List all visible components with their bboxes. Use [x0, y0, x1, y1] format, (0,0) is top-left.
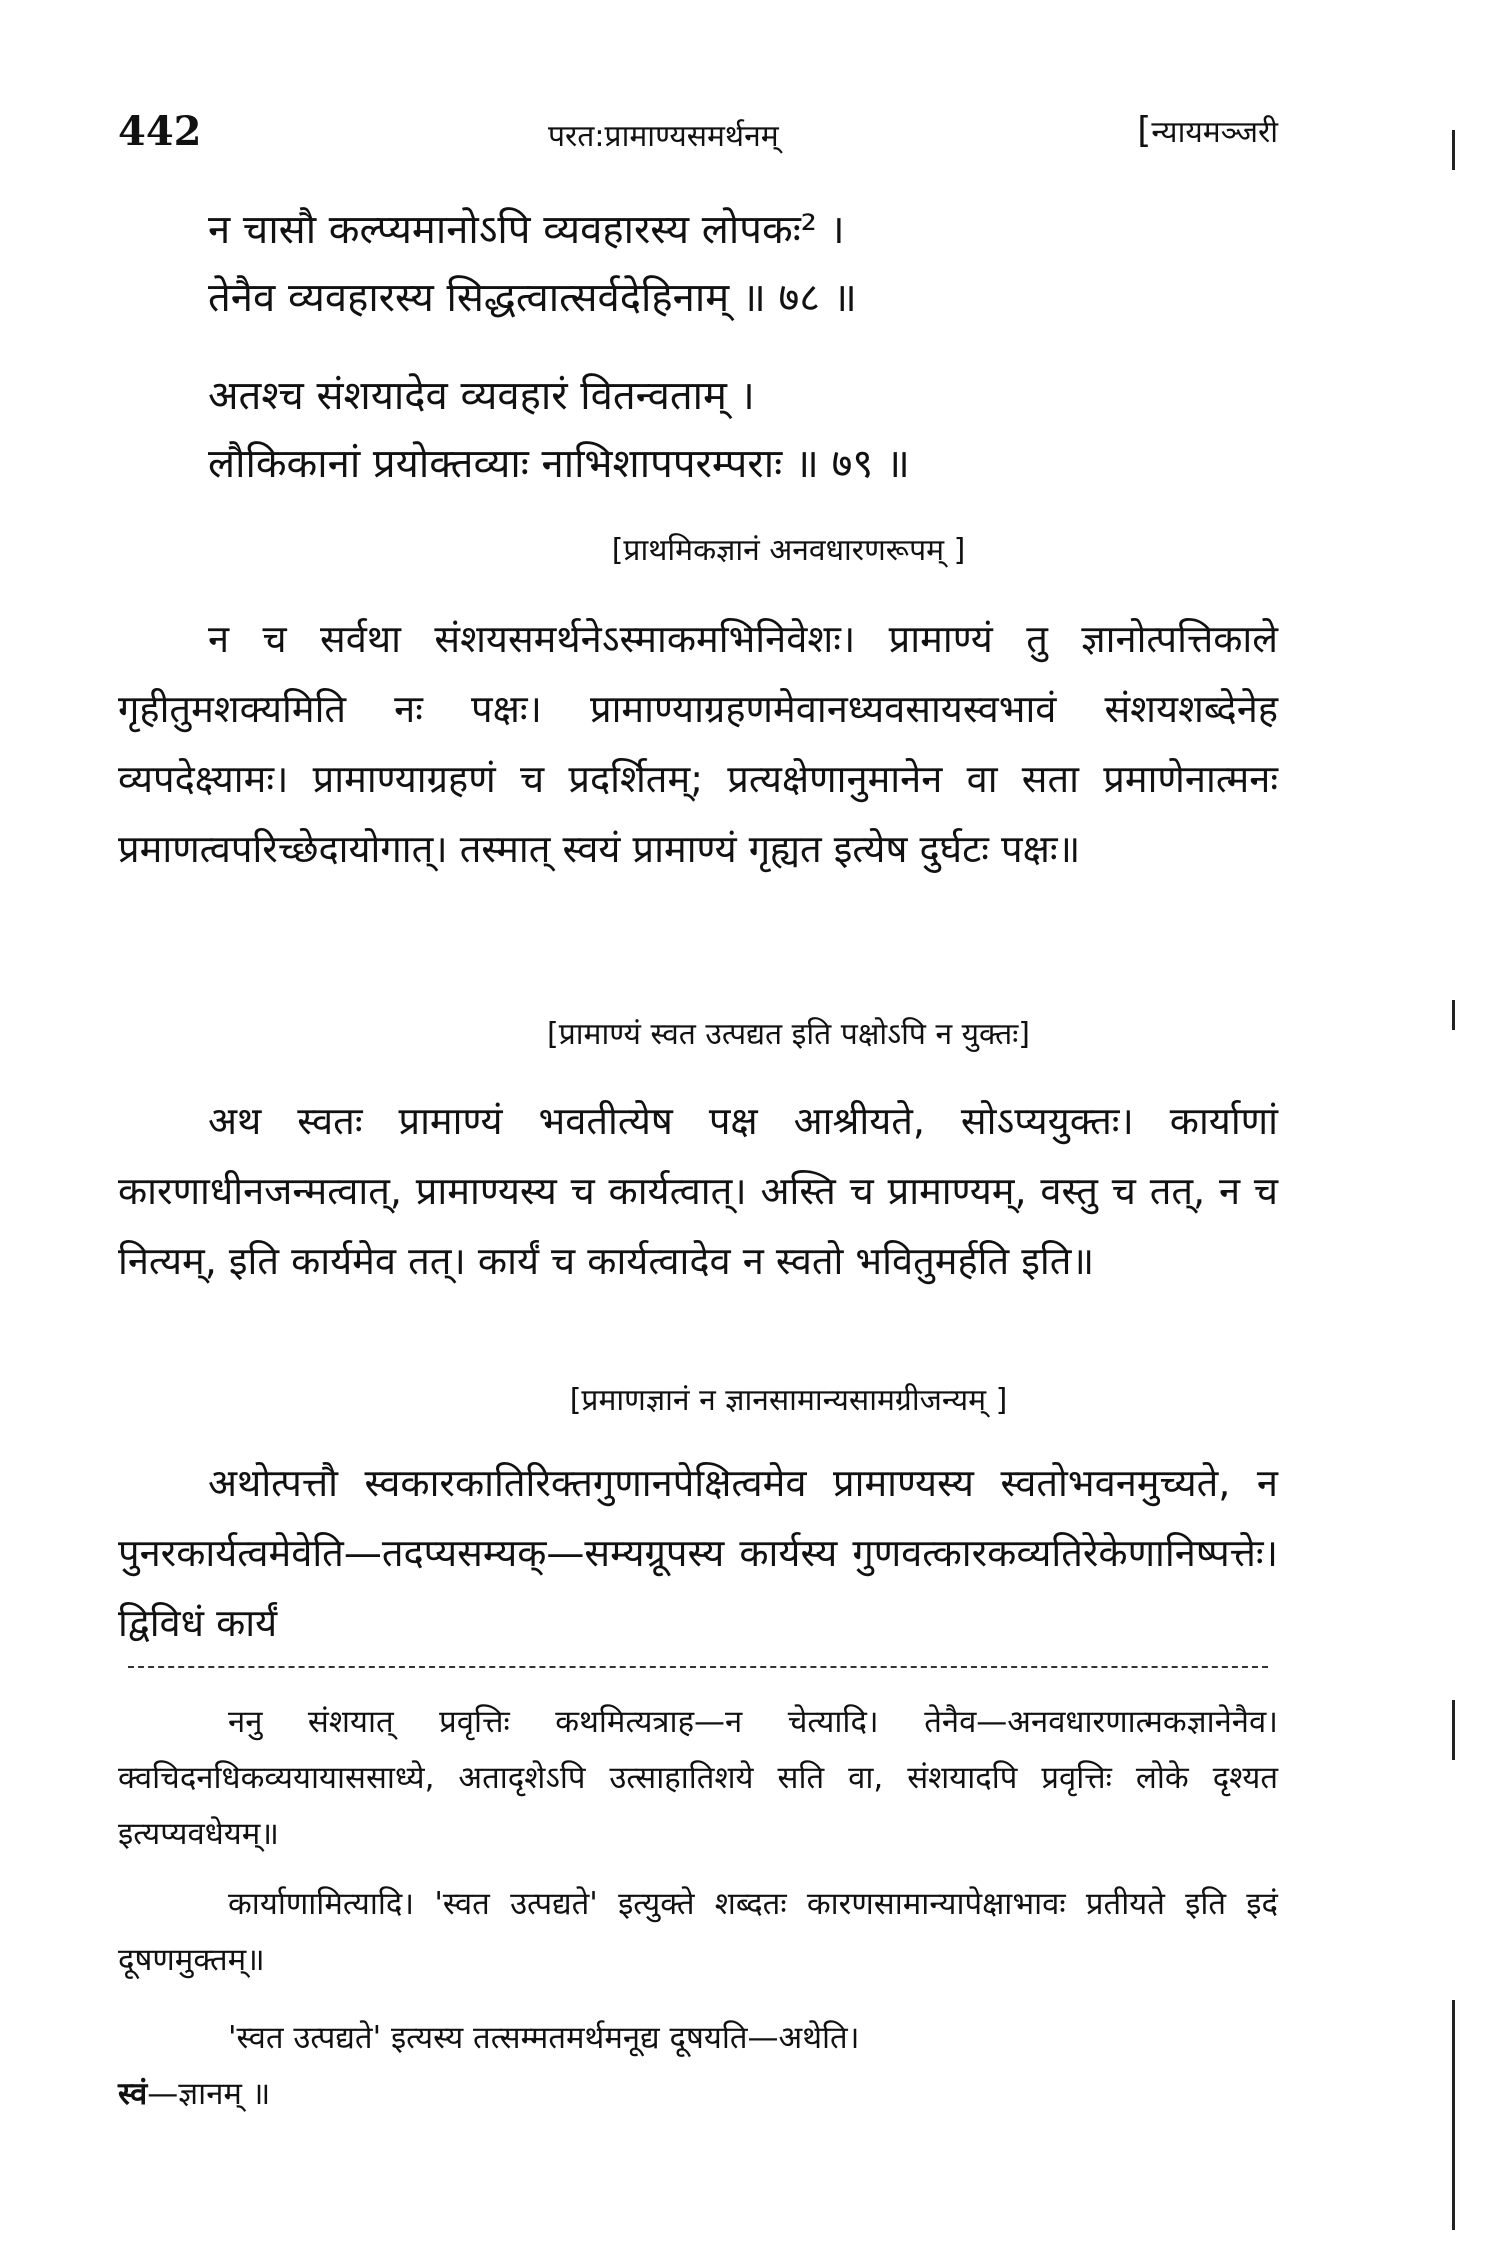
section-paragraph: अथ स्वतः प्रामाण्यं भवतीत्येष पक्ष आश्रीयते, सोऽप्ययुक्तः। कार्याणां कारणाधीनजन्मत्वात्, प्रामाण्यस्य च कार्यत्वात्। अस्ति च प्रामाण्यम्, वस्तु च तत्, न च नित्यम्, इति कार्यमेव तत्। कार्यं च कार्यत्वादेव न स्वतो भवितुमर्हति इति॥	[118, 1099, 1278, 1283]
commentary-note-text: 'स्वत उत्पद्यते' इत्यस्य तत्सम्मतमर्थमनूद्य दूषयति—अथेति।	[228, 2020, 860, 2056]
scan-edge-mark	[1452, 1000, 1455, 1030]
scan-edge-mark	[1452, 2000, 1455, 2230]
verse-line: न चासौ कल्प्यमानोऽपि व्यवहारस्य लोपकः² ।	[208, 207, 845, 253]
commentary-note	[118, 2010, 1278, 2122]
verse-78	[208, 196, 857, 332]
section-heading: [प्रमाणज्ञानं न ज्ञानसामान्यसामग्रीजन्यम् ]	[569, 1383, 1008, 1418]
section-heading: [प्राथमिकज्ञानं अनवधारणरूपम् ]	[611, 533, 966, 568]
section-paragraph: अथोत्पत्तौ स्वकारकातिरिक्तगुणानपेक्षित्वमेव प्रामाण्यस्य स्वतोभवनमुच्यते, न पुनरकार्यत्वमेवेति—तदप्यसम्यक्—सम्यग्रूपस्य कार्यस्य गुणवत्कारकव्यतिरेकेणानिष्पत्तेः। द्विविधं कार्यं	[118, 1461, 1278, 1645]
verse-line: अतश्च संशयादेव व्यवहारं वितन्वताम् ।	[208, 373, 755, 419]
footnote-divider	[128, 1666, 1268, 1668]
verse-line: लौकिकानां प्रयोक्तव्याः नाभिशापपरम्पराः ॥ ७९ ॥	[208, 441, 910, 487]
page-number: 442	[118, 108, 202, 155]
scan-edge-mark	[1452, 1700, 1455, 1760]
page-header	[118, 108, 1278, 168]
verse-line: तेनैव व्यवहारस्य सिद्धत्वात्सर्वदेहिनाम् ॥ ७८ ॥	[208, 275, 857, 321]
book-title-bracket: [	[1137, 110, 1152, 151]
scan-edge-mark	[1452, 130, 1455, 170]
commentary-note: ननु संशयात् प्रवृत्तिः कथमित्यत्राह—न चेत्यादि। तेनैव—अनवधारणात्मकज्ञानेनैव। क्वचिदनधिकव्ययायाससाध्ये, अतादृशेऽपि उत्साहातिशये सति वा, संशयादपि प्रवृत्तिः लोके दृश्यत इत्यप्यवधेयम्॥	[118, 1704, 1278, 1852]
section-heading: [प्रामाण्यं स्वत उत्पद्यत इति पक्षोऽपि न युक्तः]	[547, 1017, 1030, 1052]
gloss-meaning: —ज्ञानम् ॥	[147, 2076, 271, 2112]
section-paragraph: न च सर्वथा संशयसमर्थनेऽस्माकमभिनिवेशः। प्रामाण्यं तु ज्ञानोत्पत्तिकाले गृहीतुमशक्यमिति नः पक्षः। प्रामाण्याग्रहणमेवानध्यवसायस्वभावं संशयशब्देनेह व्यपदेक्ष्यामः। प्रामाण्याग्रहणं च प्रदर्शितम्; प्रत्यक्षेणानुमानेन वा सता प्रमाणेनात्मनः प्रमाणत्वपरिच्छेदायोगात्। तस्मात् स्वयं प्रामाण्यं गृह्यत इत्येष दुर्घटः पक्षः॥	[118, 617, 1278, 871]
book-title-text: न्यायमञ्जरी	[1151, 115, 1278, 150]
book-title	[1137, 110, 1278, 151]
running-title: परत:प्रामाण्यसमर्थनम्	[548, 119, 779, 154]
commentary-note: कार्याणामित्यादि। 'स्वत उत्पद्यते' इत्युक्ते शब्दतः कारणसामान्यापेक्षाभावः प्रतीयते इति इदं दूषणमुक्तम्॥	[118, 1886, 1278, 1978]
verse-79	[208, 362, 910, 498]
gloss-term: स्वं	[118, 2076, 148, 2112]
